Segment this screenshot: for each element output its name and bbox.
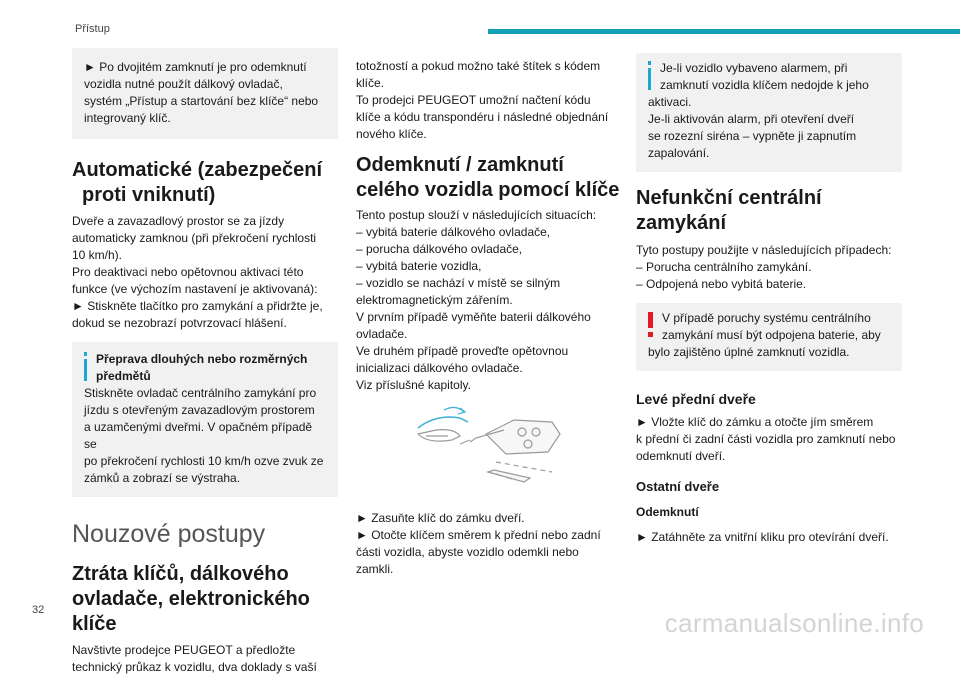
info-line: Je-li aktivován alarm, při otevření dveří	[648, 112, 855, 126]
info-title-line: Přeprava dlouhých nebo rozměrných	[96, 352, 308, 366]
text-line: Navštivte prodejce PEUGEOT a předložte	[72, 643, 296, 657]
step-line: ► Zasuňte klíč do zámku dveří.	[356, 511, 525, 525]
text-line: Pro deaktivaci nebo opětovnou aktivaci této	[72, 265, 304, 279]
info-icon	[84, 351, 87, 381]
key-loss-text	[72, 642, 338, 676]
warning-box-head	[648, 310, 890, 344]
info-line: jízdu s otevřeným zavazadlovým prostorem	[84, 403, 315, 417]
text-line: automaticky zamknou (při překročení rychlosti	[72, 231, 317, 245]
warning-line: V případě poruchy systému centrálního	[662, 311, 871, 325]
info-box-alarm	[636, 53, 902, 172]
text-line: Tyto postupy použijte v následujících případech:	[636, 243, 892, 257]
step-line: ► Otočte klíčem směrem k přední nebo zadní	[356, 528, 601, 542]
text-line: 10 km/h).	[72, 248, 123, 262]
text-line: Dveře a zavazadlový prostor se za jízdy	[72, 214, 285, 228]
info-line: Stiskněte ovladač centrálního zamykání pro	[84, 386, 317, 400]
heading-line: ovladače, elektronického	[72, 588, 310, 610]
heading-left-front-door: Levé přední dveře	[636, 391, 756, 407]
failure-text	[636, 242, 902, 293]
left-door-text	[636, 414, 902, 465]
info-line: zámků a zobrazí se výstraha.	[84, 471, 241, 485]
text-line: – Odpojená nebo vybitá baterie.	[636, 277, 807, 291]
text-line: technický průkaz k vozidlu, dva doklady s vaší	[72, 660, 317, 674]
column-2	[356, 58, 622, 578]
info-line: Je-li vozidlo vybaveno alarmem, při	[660, 61, 848, 75]
heading-line: Ztráta klíčů, dálkového	[72, 563, 289, 585]
automatic-text	[72, 213, 338, 332]
page-number: 32	[32, 604, 45, 616]
note-line: ► Po dvojitém zamknutí je pro odemknutí	[84, 60, 307, 74]
info-line: aktivaci.	[648, 95, 692, 109]
text-line: klíče.	[356, 76, 385, 90]
heading-line: celého vozidla pomocí klíče	[356, 179, 620, 201]
step-line: zamkli.	[356, 562, 394, 576]
text-line: To prodejci PEUGEOT umožní načtení kódu	[356, 93, 591, 107]
unlock-steps	[356, 510, 622, 578]
heading-line: Odemknutí / zamknutí	[356, 154, 564, 176]
warning-box	[636, 303, 902, 371]
text-line: ► Zatáhněte za vnitřní kliku pro otevírání dveří.	[636, 530, 889, 544]
column-1	[72, 48, 338, 676]
text-line: nového klíče.	[356, 127, 427, 141]
watermark: carmanualsonline.info	[664, 608, 924, 638]
heading-central-locking-failure	[636, 186, 902, 236]
step-line: části vozidla, abyste vozidlo odemkli nebo	[356, 545, 579, 559]
text-line: totožností a pokud možno také štítek s kódem	[356, 59, 601, 73]
text-line: V prvním případě vyměňte baterii dálkového	[356, 310, 591, 324]
warning-icon	[648, 310, 654, 340]
note-box-double-lock	[72, 48, 338, 139]
text-line: – porucha dálkového ovladače,	[356, 242, 523, 256]
text-line: – vozidlo se nachází v místě se silným	[356, 276, 561, 290]
text-line: elektromagnetickým zářením.	[356, 293, 513, 307]
heading-line: klíče	[72, 613, 117, 635]
heading-line: proti vniknutí)	[82, 184, 216, 206]
running-header: Přístup	[75, 23, 110, 35]
info-line: a uzamčenými dveřmi. V opačném případě se	[84, 420, 313, 451]
column-3	[636, 53, 902, 546]
text-line: Ve druhém případě proveďte opětovnou	[356, 344, 569, 358]
info-box-alarm-head	[648, 60, 890, 94]
info-line: zamknutí vozidla klíčem nedojde k jeho	[660, 78, 869, 92]
text-line: odemknutí dveří.	[636, 449, 726, 463]
text-line: – vybitá baterie vozidla,	[356, 259, 482, 273]
info-box-title	[84, 351, 326, 385]
info-title-line: předmětů	[96, 369, 151, 383]
key-loss-continued	[356, 58, 622, 143]
text-line: – Porucha centrálního zamykání.	[636, 260, 812, 274]
text-line: – vybitá baterie dálkového ovladače,	[356, 225, 551, 239]
heading-key-loss	[72, 562, 338, 637]
heading-emergency: Nouzové postupy	[72, 520, 266, 548]
header-accent-bar	[488, 29, 960, 34]
note-line: vozidla nutné použít dálkový ovladač,	[84, 77, 283, 91]
text-line: klíče a kódu transpondéru i následné objednání	[356, 110, 609, 124]
info-line: se rozezní siréna – vypněte ji zapnutím	[648, 129, 857, 143]
note-line: integrovaný klíč.	[84, 111, 171, 125]
text-line: ► Vložte klíč do zámku a otočte jím směrem	[636, 415, 874, 429]
text-line: ovladače.	[356, 327, 408, 341]
heading-unlocking: Odemknutí	[636, 505, 699, 519]
text-line: ► Stiskněte tlačítko pro zamykání a přidržte je,	[72, 299, 323, 313]
key-in-lock-illustration	[356, 400, 622, 492]
heading-line: Nefunkční centrální	[636, 187, 822, 209]
heading-line: Automatické (zabezpečení	[72, 159, 323, 181]
info-icon	[648, 60, 651, 90]
warning-line: zamykání musí být odpojena baterie, aby	[662, 328, 881, 342]
info-line: zapalování.	[648, 146, 710, 160]
info-box-long-objects	[72, 342, 338, 497]
key-lock-drawing	[356, 400, 622, 492]
text-line: Tento postup slouží v následujících situacích:	[356, 208, 597, 222]
heading-automatic	[72, 158, 338, 208]
unlock-text	[356, 207, 622, 394]
text-line: inicializaci dálkového ovladače.	[356, 361, 523, 375]
heading-line: zamykání	[636, 212, 727, 234]
text-line: funkce (ve výchozím nastavení je aktivovaná):	[72, 282, 318, 296]
text-line: Viz příslušné kapitoly.	[356, 378, 471, 392]
warning-line: bylo zajištěno úplné zamknutí vozidla.	[648, 345, 850, 359]
heading-unlock-key	[356, 153, 622, 203]
text-line: dokud se nezobrazí potvrzovací hlášení.	[72, 316, 287, 330]
note-line: systém „Přístup a startování bez klíče“ nebo	[84, 94, 319, 108]
info-line: po překročení rychlosti 10 km/h ozve zvuk ze	[84, 454, 324, 468]
heading-other-doors: Ostatní dveře	[636, 479, 720, 494]
other-doors-text	[636, 529, 902, 546]
text-line: k přední či zadní části vozidla pro zamknutí nebo	[636, 432, 896, 446]
